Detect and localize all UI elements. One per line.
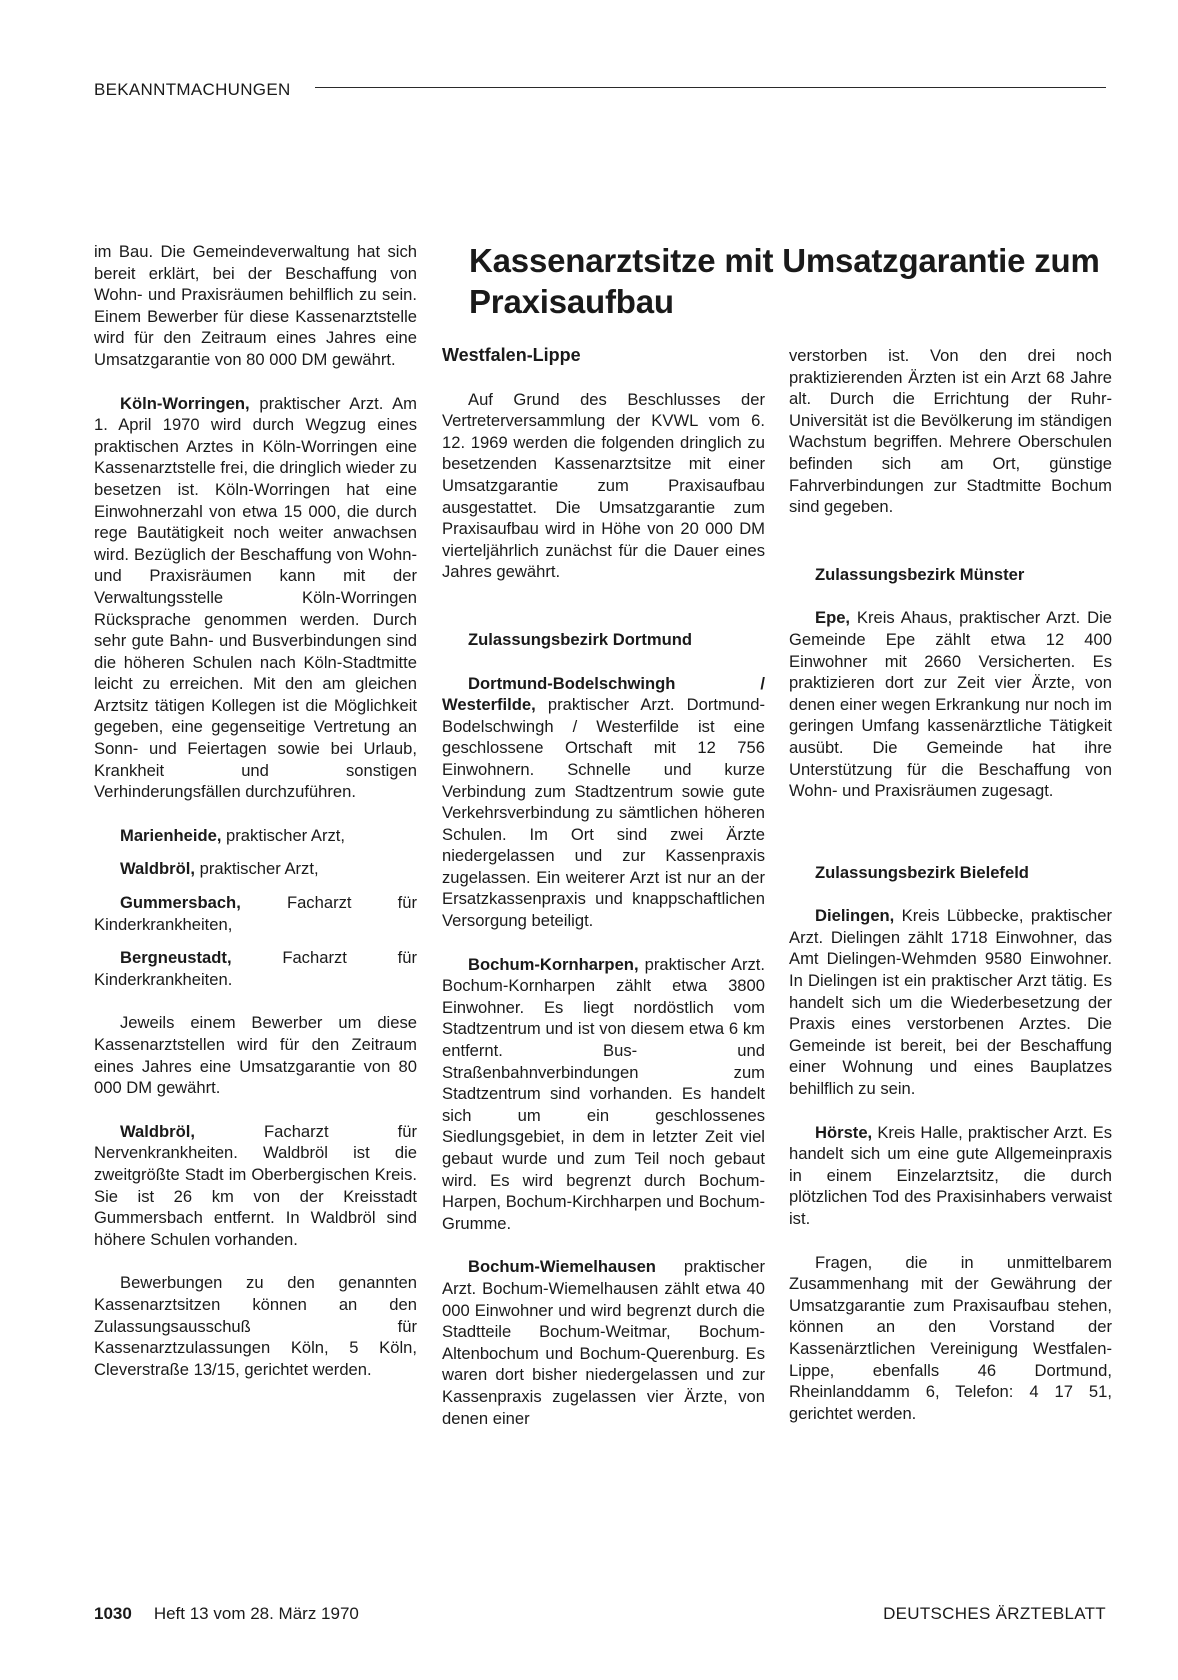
entry-title: Epe, [815,608,851,628]
entry-text: Facharzt für Nervenkrankheiten. Waldbröl ist die zweitgrößte Stadt im Oberbergischen Kreis. Sie ist 26 km von der Kreisstadt Gummersbach entfernt. In Waldbröl sind höhere Schulen vorhanden. [94,1121,417,1249]
entry-text: Kreis Ahaus, praktischer Arzt. Die Gemeinde Epe zählt etwa 12 400 Einwohner mit 2660 Versicherten. Es praktizieren dort zur Zeit vier Ärzte, von denen einer wegen Erkrankung nur noch im geringen Umfang kassenärztliche Tätigkeit ausübt. Die Gemeinde hat ihre Unterstützung für die Beschaffung von Wohn- und Praxisräumen zugesagt. [789,608,1112,801]
district-heading-muenster: Zulassungsbezirk Münster [815,564,1025,584]
entry-text: praktischer Arzt. Bochum-Wiemelhausen zählt etwa 40 000 Einwohner und wird begrenzt durch die Stadtteile Bochum-Weitmar, Bochum-Altenbochum und Bochum-Querenburg. Es waren dort bisher niedergelassen und zur Kassenpraxis zugelassen vier Ärzte, von denen einer [442,1257,765,1428]
paragraph: im Bau. Die Gemeindeverwaltung hat sich bereit erklärt, bei der Beschaffung von Wohn- und Praxisräumen behilflich zu sein. Einem Bewerber für diese Kassenarztstelle wird für den Zeitraum eines Jahres eine Umsatzgarantie von 80 000 DM gewährt. [94,242,417,369]
column-2 [442,345,765,1429]
entry-text: Facharzt für Kinderkrankheiten, [94,893,417,934]
entry-dielingen [789,905,1112,1099]
entry-title: Köln-Worringen, [120,393,250,413]
column-1 [94,241,417,1380]
entry-text: praktischer Arzt. Dortmund-Bodelschwingh / Westerfilde ist eine geschlossene Ortschaft mit 12 756 Einwohnern. Schnelle und kurze Verbindung zum Stadtzentrum sowie gute Verkehrsverbindung zu sämtlichen höheren Schulen. Im Ort sind zwei Ärzte niedergelassen und zur Kassenpraxis zugelassen. Ein weiterer Arzt ist nur an der Ersatzkassenpraxis und knappschaftlichen Versorgung beteiligt. [442,695,765,931]
header-rule [315,87,1106,88]
paragraph-intro: Auf Grund des Beschlusses der Vertreterversammlung der KVWL vom 6. 12. 1969 werden die folgenden dringlich zu besetzenden Kassenarztsitze mit einer Umsatzgarantie zum Praxisaufbau ausgestattet. Die Umsatzgarantie zum Praxisaufbau wird in Höhe von 20 000 DM vierteljährlich zunächst für die Dauer eines Jahres gewährt. [442,389,765,582]
entry-text: Kreis Halle, praktischer Arzt. Es handelt sich um eine gute Allgemeinpraxis in einem Einzelarztsitz, die durch plötzlichen Tod des Praxisinhabers verwaist ist. [789,1122,1112,1228]
entry-title: Bochum-Kornharpen, [468,954,639,974]
entry-text: praktischer Arzt, [194,859,319,879]
section-label: BEKANNTMACHUNGEN [94,80,291,99]
entry-title: Dielingen, [815,906,895,926]
entry-bochum-kornharpen [442,954,765,1235]
district-heading-bielefeld: Zulassungsbezirk Bielefeld [815,862,1029,882]
paragraph-continued: verstorben ist. Von den drei noch praktizierenden Ärzten ist ein Arzt 68 Jahre alt. Durch die Errichtung der Ruhr-Universität ist die Bevölkerung im ständigen Wachstum begriffen. Mehrere Oberschulen befinden sich am Ort, günstige Fahrverbindungen zur Stadtmitte Bochum sind gegeben. [789,346,1112,517]
paragraph-jeweils: Jeweils einem Bewerber um diese Kassenarztstellen wird für den Zeitraum eines Jahres eine Umsatzgarantie von 80 000 DM gewährt. [94,1013,417,1098]
entry-koeln-worringen [94,393,417,803]
entry-title: Hörste, [815,1122,873,1142]
entry-title: Bochum-Wiemelhausen [468,1257,656,1277]
page-header [94,80,1106,100]
article-headline: Kassenarztsitze mit Umsatzgarantie zum Praxisaufbau [469,242,1100,320]
entry-dortmund-bodelschwingh [442,673,765,932]
page-footer [94,1604,1106,1624]
entry-gummersbach [94,892,417,935]
entry-title: Waldbröl, [120,859,195,879]
entry-bochum-wiemelhausen [442,1256,765,1429]
entry-marienheide [94,825,417,847]
entry-bergneustadt [94,947,417,990]
entry-title: Bergneustadt, [120,948,232,968]
entry-title: Gummersbach, [120,893,241,913]
entry-waldbroel-2 [94,1121,417,1251]
issue-info: Heft 13 vom 28. März 1970 [153,1604,359,1623]
entry-text: Kreis Lübbecke, praktischer Arzt. Dielingen zählt 1718 Einwohner, das Amt Dielingen-Wehmden 9580 Einwohner. In Dielingen ist ein praktischer Arzt tätig. Es handelt sich um die Wiederbesetzung der Praxis eines verstorbenen Arztes. Die Gemeinde ist bereit, bei der Beschaffung einer Wohnung und eines Bauplatzes behilflich zu sein. [789,906,1112,1099]
entry-text: Facharzt für Kinderkrankheiten. [94,948,417,989]
entry-title: Dortmund-Bodelschwingh / Westerfilde, [442,673,765,715]
entry-epe [789,607,1112,801]
entry-title: Waldbröl, [120,1121,195,1141]
column-3 [789,345,1112,1424]
district-heading-dortmund: Zulassungsbezirk Dortmund [468,629,693,649]
paragraph-fragen: Fragen, die in unmittelbarem Zusammenhang mit der Gewährung der Umsatzgarantie zum Praxisaufbau stehen, können an den Vorstand der Kassenärztlichen Vereinigung Westfalen-Lippe, ebenfalls 46 Dortmund, Rheinlanddamm 6, Telefon: 4 17 51, gerichtet werden. [789,1252,1112,1423]
entry-text: praktischer Arzt. Am 1. April 1970 wird durch Wegzug eines praktischen Arztes in Köln-Worringen eine Kassenarztstelle frei, die dringlich wieder zu besetzen ist. Köln-Worringen hat eine Einwohnerzahl von etwa 15 000, die durch rege Bautätigkeit noch weiter anwachsen wird. Bezüglich der Beschaffung von Wohn- und Praxisräumen kann mit der Verwaltungsstelle Köln-Worringen Rücksprache genommen werden. Durch sehr gute Bahn- und Busverbindungen sind die höheren Schulen nach Köln-Stadtmitte leicht zu erreichen. Mit den am gleichen Arztsitz tätigen Kollegen ist die Möglichkeit gegeben, eine gegenseitige Vertretung an Sonn- und Feiertagen sowie bei Urlaub, Krankheit und sonstigen Verhinderungsfällen durchzuführen. [94,393,417,802]
region-heading: Westfalen-Lippe [442,345,581,365]
entry-text: praktischer Arzt, [221,825,346,845]
page-number: 1030 [94,1604,132,1623]
journal-name: DEUTSCHES ÄRZTEBLATT [883,1604,1106,1623]
entry-text: praktischer Arzt. Bochum-Kornharpen zählt etwa 3800 Einwohner. Es liegt nordöstlich vom Stadtzentrum und ist von diesem etwa 6 km entfernt. Bus- und Straßenbahnverbindungen zum Stadtzentrum sind vorhanden. Es handelt sich um ein geschlossenes Siedlungsgebiet, in dem in letzter Zeit viel gebaut wurde und zum Teil noch gebaut wird. Es wird begrenzt durch Bochum-Harpen, Bochum-Kirchharpen und Bochum-Grumme. [442,954,765,1233]
entry-hoerste [789,1122,1112,1230]
paragraph-bewerbungen: Bewerbungen zu den genannten Kassenarztsitzen können an den Zulassungsausschuß für Kassenarztzulassungen Köln, 5 Köln, Cleverstraße 13/15, gerichtet werden. [94,1273,417,1379]
entry-waldbroel-1 [94,858,417,880]
entry-title: Marienheide, [120,825,222,845]
